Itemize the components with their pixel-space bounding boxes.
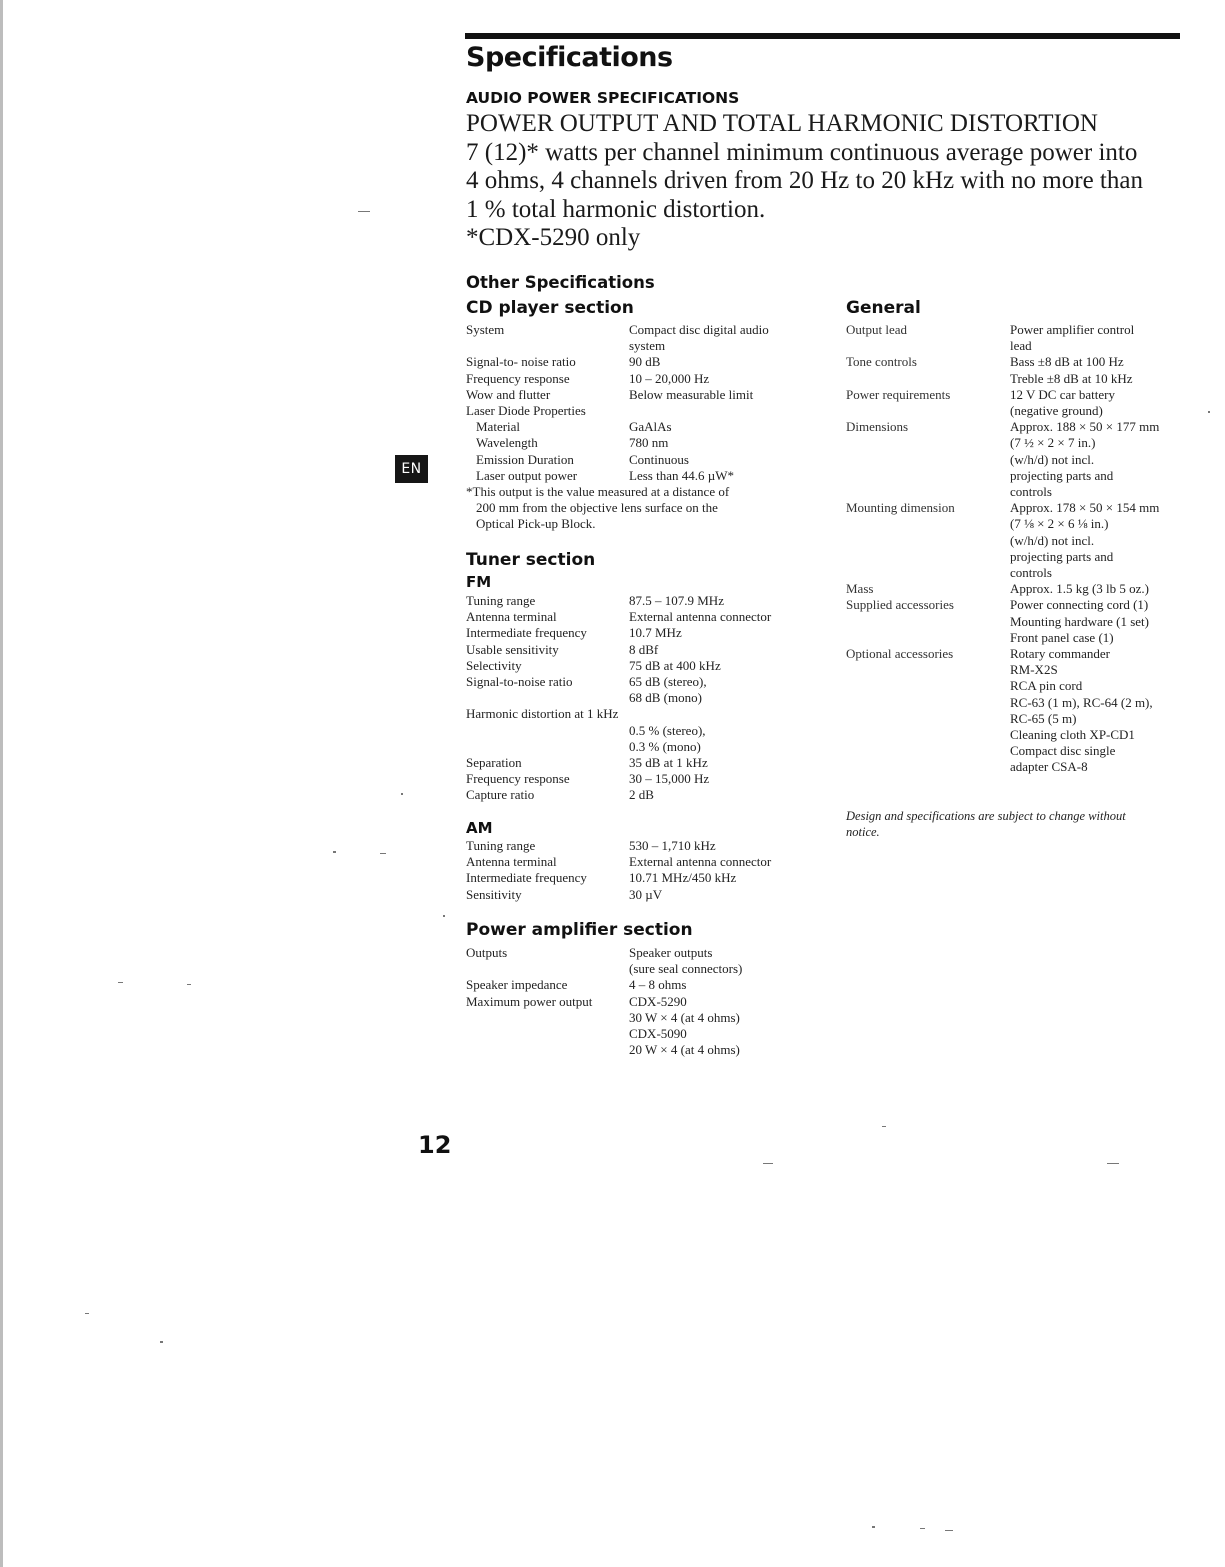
spec-label: Mounting dimension	[846, 500, 955, 516]
spec-row	[466, 838, 826, 854]
spec-label: Signal-to- noise ratio	[466, 354, 576, 370]
am-spec-table	[466, 838, 826, 903]
note-line: notice.	[846, 824, 880, 839]
laser-footnote-line: Optical Pick-up Block.	[476, 516, 596, 532]
spec-label: Material	[476, 419, 521, 435]
spec-row	[846, 354, 1186, 386]
spec-value: RCA pin cord	[1010, 678, 1083, 694]
spec-row	[466, 371, 826, 387]
spec-label: Signal-to-noise ratio	[466, 674, 573, 690]
language-tab-en: EN	[395, 455, 428, 483]
scan-speck	[358, 211, 370, 212]
spec-row	[466, 387, 826, 403]
spec-label: Tuning range	[466, 838, 536, 853]
cd-spec-table	[466, 322, 826, 533]
spec-label: Intermediate frequency	[466, 625, 587, 641]
spec-label: Sensitivity	[466, 886, 522, 902]
spec-value: 75 dB at 400 kHz	[629, 657, 721, 673]
spec-row	[466, 435, 826, 451]
scan-speck	[187, 984, 191, 985]
spec-label: Antenna terminal	[466, 854, 557, 870]
harmonic-distortion-label: Harmonic distortion at 1 kHz	[466, 706, 619, 722]
spec-value: system	[629, 338, 666, 354]
spec-value: Approx. 1.5 kg (3 lb 5 oz.)	[1010, 581, 1150, 597]
spec-row	[846, 597, 1186, 646]
spec-value: controls	[1010, 484, 1052, 500]
spec-value: 68 dB (mono)	[629, 690, 702, 706]
scan-speck	[118, 982, 123, 983]
spec-label: Separation	[466, 755, 522, 771]
spec-label: Frequency response	[466, 771, 570, 787]
design-change-note	[846, 809, 1186, 840]
spec-label: Dimensions	[846, 419, 909, 435]
spec-label: Speaker impedance	[466, 977, 568, 993]
spec-row	[466, 642, 826, 658]
spec-value: External antenna connector	[629, 854, 772, 870]
spec-value: Treble ±8 dB at 10 kHz	[1010, 370, 1133, 386]
spec-value: Continuous	[629, 451, 689, 467]
spec-value: (7 ⅛ × 2 × 6 ⅛ in.)	[1010, 516, 1109, 532]
spec-label: Optional accessories	[846, 646, 954, 662]
spec-value: Bass ±8 dB at 100 Hz	[1010, 354, 1124, 370]
spec-value: 20 W × 4 (at 4 ohms)	[629, 1042, 740, 1058]
spec-value: (w/h/d) not incl.	[1010, 451, 1095, 467]
spec-value: 2 dB	[629, 787, 654, 803]
spec-row	[846, 387, 1186, 419]
spec-row	[466, 854, 826, 870]
note-line: Design and specifications are subject to change without	[846, 809, 1126, 823]
spec-value: controls	[1010, 565, 1052, 581]
laser-footnote-line: *This output is the value measured at a distance of	[466, 484, 730, 500]
spec-row	[466, 609, 826, 625]
spec-value: 10 – 20,000 Hz	[629, 370, 710, 386]
scan-speck	[920, 1528, 925, 1529]
power-amp-section-heading: Power amplifier section	[466, 920, 693, 940]
spec-value: 0.3 % (mono)	[629, 738, 701, 754]
spec-row	[846, 322, 1186, 354]
fm-heading: FM	[466, 573, 492, 591]
spec-row	[466, 322, 826, 354]
spec-value: CDX-5090	[629, 1026, 687, 1042]
spec-row	[466, 771, 826, 787]
spec-label: Maximum power output	[466, 993, 593, 1009]
spec-value: 65 dB (stereo),	[629, 674, 707, 690]
spec-label: Tone controls	[846, 354, 917, 370]
spec-value: (7 ½ × 2 × 7 in.)	[1010, 435, 1096, 451]
spec-row	[466, 625, 826, 641]
spec-value: 4 – 8 ohms	[629, 977, 687, 993]
ftc-line-2: 7 (12)* watts per channel minimum continuous average power into	[466, 138, 1138, 166]
spec-value: (sure seal connectors)	[629, 961, 743, 977]
page-edge-shadow	[0, 0, 3, 1567]
spec-value: Power amplifier control	[1010, 322, 1135, 337]
ftc-line-1: POWER OUTPUT AND TOTAL HARMONIC DISTORTION	[466, 110, 1098, 137]
laser-properties-label: Laser Diode Properties	[466, 403, 586, 419]
spec-value: 10.71 MHz/450 kHz	[629, 870, 737, 886]
scan-speck	[443, 915, 445, 917]
page-number: 12	[418, 1131, 452, 1159]
spec-value: RC-65 (5 m)	[1010, 710, 1077, 726]
spec-label: Output lead	[846, 322, 908, 337]
spec-row	[466, 354, 826, 370]
spec-value: lead	[1010, 338, 1032, 354]
spec-value: CDX-5290	[629, 993, 687, 1009]
spec-row	[846, 581, 1186, 597]
page-title: Specifications	[466, 42, 673, 73]
other-specifications-heading: Other Specifications	[466, 273, 655, 292]
spec-row	[466, 870, 826, 886]
spec-value: projecting parts and	[1010, 548, 1114, 564]
spec-value: Less than 44.6 µW*	[629, 467, 734, 483]
ftc-line-3: 4 ohms, 4 channels driven from 20 Hz to 20 kHz with no more than	[466, 167, 1143, 194]
tuner-section-heading: Tuner section	[466, 550, 596, 570]
scan-speck	[945, 1530, 953, 1531]
spec-label: System	[466, 322, 505, 337]
spec-label: Usable sensitivity	[466, 641, 559, 657]
spec-value: Cleaning cloth XP-CD1	[1010, 727, 1135, 743]
spec-value: 35 dB at 1 kHz	[629, 755, 708, 771]
scan-speck	[763, 1163, 773, 1164]
spec-value: projecting parts and	[1010, 467, 1114, 483]
spec-label: Power requirements	[846, 386, 951, 402]
spec-value: 87.5 – 107.9 MHz	[629, 593, 724, 608]
spec-row	[466, 994, 826, 1059]
power-amp-spec-table	[466, 945, 826, 1058]
spec-row	[466, 977, 826, 993]
cd-section-heading: CD player section	[466, 298, 634, 318]
ftc-statement	[466, 110, 1186, 253]
top-rule	[465, 33, 1180, 39]
spec-value: 90 dB	[629, 354, 661, 370]
spec-value: 30 W × 4 (at 4 ohms)	[629, 1009, 740, 1025]
spec-row	[466, 674, 826, 706]
spec-row	[466, 419, 826, 435]
spec-label: Intermediate frequency	[466, 870, 587, 886]
scan-speck	[380, 853, 386, 854]
spec-value: Speaker outputs	[629, 945, 713, 960]
ftc-line-4: 1 % total harmonic distortion.	[466, 195, 766, 223]
spec-value: 30 – 15,000 Hz	[629, 771, 710, 787]
spec-row	[846, 500, 1186, 581]
spec-row	[466, 468, 826, 484]
spec-value: 10.7 MHz	[629, 625, 682, 641]
general-spec-table	[846, 322, 1186, 776]
spec-value: RM-X2S	[1010, 662, 1058, 678]
spec-row	[466, 787, 826, 803]
spec-label: Capture ratio	[466, 787, 535, 803]
laser-footnote-line: 200 mm from the objective lens surface on the	[476, 500, 718, 516]
spec-value: Mounting hardware (1 set)	[1010, 613, 1149, 629]
scan-speck	[872, 1526, 875, 1528]
spec-row	[466, 658, 826, 674]
spec-value: (w/h/d) not incl.	[1010, 532, 1095, 548]
scan-speck	[1208, 411, 1210, 413]
am-heading: AM	[466, 819, 493, 837]
spec-row	[466, 887, 826, 903]
spec-value: adapter CSA-8	[1010, 759, 1088, 775]
spec-value: RC-63 (1 m), RC-64 (2 m),	[1010, 694, 1153, 710]
scan-speck	[160, 1341, 163, 1343]
spec-value: Approx. 188 × 50 × 177 mm	[1010, 419, 1160, 435]
spec-value: External antenna connector	[629, 609, 772, 625]
general-section-heading: General	[846, 298, 921, 318]
spec-row	[466, 945, 826, 977]
scan-speck	[1107, 1163, 1119, 1164]
spec-label: Emission Duration	[476, 451, 574, 467]
spec-value: Compact disc single	[1010, 743, 1116, 759]
spec-value: 8 dBf	[629, 641, 659, 657]
spec-label: Wow and flutter	[466, 386, 551, 402]
spec-row	[846, 646, 1186, 776]
spec-value: Below measurable limit	[629, 386, 754, 402]
spec-row	[466, 755, 826, 771]
spec-value: Front panel case (1)	[1010, 629, 1114, 645]
spec-label: Mass	[846, 581, 874, 597]
spec-label: Selectivity	[466, 657, 522, 673]
spec-row	[846, 419, 1186, 500]
spec-label: Frequency response	[466, 370, 570, 386]
scan-speck	[882, 1126, 886, 1127]
harmonic-distortion-values	[629, 723, 826, 755]
spec-row	[466, 452, 826, 468]
audio-power-heading: AUDIO POWER SPECIFICATIONS	[466, 89, 740, 107]
spec-label: Supplied accessories	[846, 597, 954, 613]
fm-spec-table	[466, 593, 826, 804]
scan-speck	[333, 851, 336, 853]
spec-value: Rotary commander	[1010, 646, 1110, 662]
spec-label: Laser output power	[476, 467, 578, 483]
spec-value: GaAlAs	[629, 419, 672, 435]
ftc-line-5: *CDX-5290 only	[466, 224, 641, 251]
spec-label: Wavelength	[476, 435, 538, 451]
spec-value: Compact disc digital audio	[629, 322, 769, 337]
scan-speck	[85, 1313, 89, 1314]
spec-value: 530 – 1,710 kHz	[629, 838, 716, 853]
spec-value: (negative ground)	[1010, 403, 1103, 419]
spec-value: 780 nm	[629, 435, 669, 451]
scan-speck	[401, 793, 403, 795]
spec-value: 30 µV	[629, 886, 663, 902]
spec-value: 0.5 % (stereo),	[629, 722, 706, 738]
spec-label: Antenna terminal	[466, 609, 557, 625]
spec-label: Tuning range	[466, 593, 536, 608]
spec-value: Approx. 178 × 50 × 154 mm	[1010, 500, 1160, 516]
spec-value: Power connecting cord (1)	[1010, 597, 1149, 613]
spec-row	[466, 593, 826, 609]
spec-value: 12 V DC car battery	[1010, 386, 1115, 402]
spec-label: Outputs	[466, 945, 508, 960]
